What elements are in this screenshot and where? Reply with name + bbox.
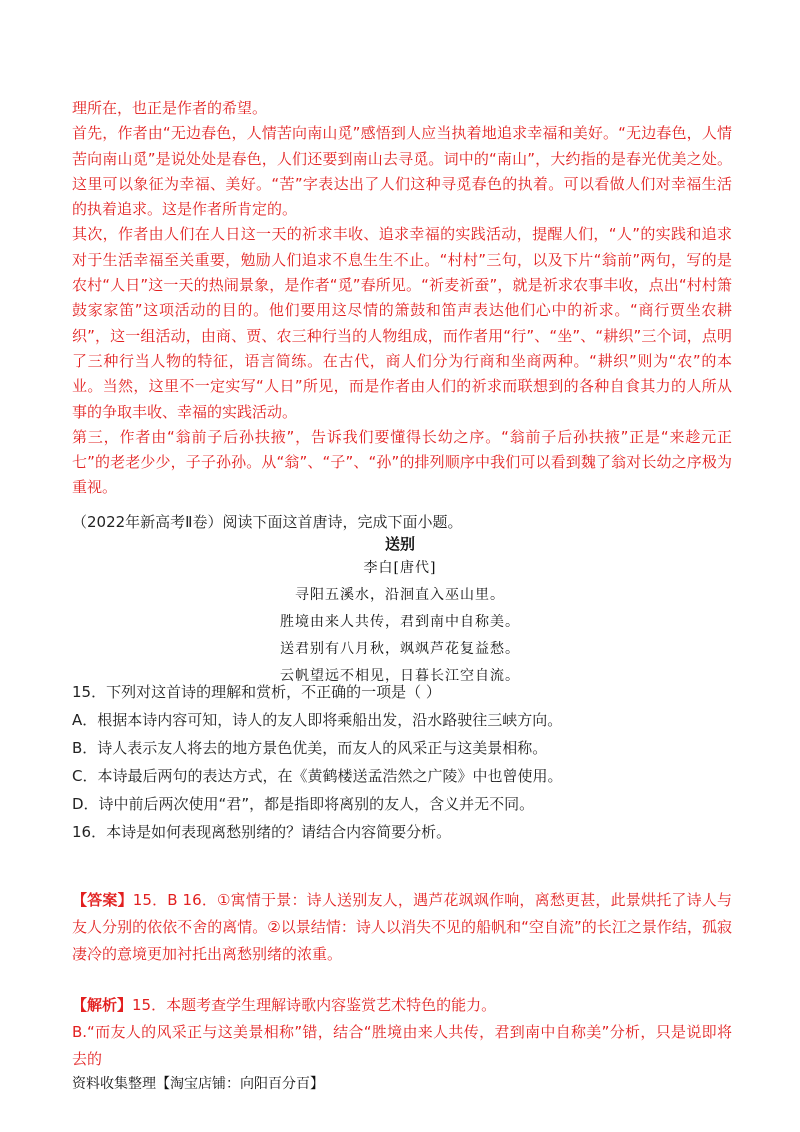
questions-section bbox=[72, 678, 732, 846]
poem-title: 送别 bbox=[384, 535, 415, 553]
poem-line: 送君别有八月秋，飒飒芦花复益愁。 bbox=[280, 641, 520, 657]
poem-line: 云帆望远不相见，日暮长江空自流。 bbox=[280, 668, 520, 684]
option-d: D．诗中前后两次使用“君”，都是指即将离别的友人，含义并无不同。 bbox=[72, 795, 535, 813]
footer-text: 资料收集整理【淘宝店铺：向阳百分百】 bbox=[72, 1076, 324, 1092]
explanation-line2: B.“而友人的风采正与这美景相称”错，结合“胜境由来人共传，君到南中自称美”分析，只是说即将去的 bbox=[72, 1023, 732, 1068]
explanation-label: 【解析】 bbox=[72, 996, 133, 1014]
intro-text: （2022年新高考Ⅱ卷）阅读下面这首唐诗，完成下面小题。 bbox=[72, 513, 463, 531]
option-c: C．本诗最后两句的表达方式，在《黄鹤楼送孟浩然之广陵》中也曾使用。 bbox=[72, 767, 563, 785]
option-a: A．根据本诗内容可知，诗人的友人即将乘船出发，沿水路驶往三峡方向。 bbox=[72, 711, 563, 729]
analysis-paragraph: 理所在，也正是作者的希望。 bbox=[72, 99, 268, 117]
poem-line: 胜境由来人共传，君到南中自称美。 bbox=[280, 614, 520, 630]
analysis-paragraph: 第三，作者由“翁前子后孙扶掖”，告诉我们要懂得长幼之序。“翁前子后孙扶掖”正是“来趁元正七”的老老少少，子子孙孙。从“翁”、“子”、“孙”的排列顺序中我们可以看到魏了翁对长幼之序极为重视。 bbox=[72, 427, 732, 497]
question-16: 16．本诗是如何表现离愁别绪的？请结合内容简要分析。 bbox=[72, 823, 452, 841]
analysis-paragraph: 首先，作者由“无边春色，人情苦向南山觅”感悟到人应当执着地追求幸福和美好。“无边春色，人情苦向南山觅”是说处处是春色，人们还要到南山去寻觅。词中的“南山”，大约指的是春光优美之处。这里可以象征为幸福、美好。“苦”字表达出了人们这种寻觅春色的执着。可以看做人们对幸福生活的执着追求。这是作者所肯定的。 bbox=[72, 124, 732, 219]
poem bbox=[0, 533, 800, 690]
question-15: 15．下列对这首诗的理解和赏析，不正确的一项是（ ） bbox=[72, 683, 441, 701]
answer-text bbox=[72, 887, 732, 968]
answer-body: 15．B 16．①寓情于景：诗人送别友人，遇芦花飒飒作响，离愁更甚，此景烘托了诗人与友人分别的依依不舍的离情。②以景结情：诗人以消失不见的船帆和“空自流”的长江之景作结，孤寂凄冷的意境更加衬托出离愁别绪的浓重。 bbox=[72, 891, 732, 963]
analysis-paragraph: 其次，作者由人们在人日这一天的祈求丰收、追求幸福的实践活动，提醒人们，“人”的实践和追求对于生活幸福至关重要，勉励人们追求不息生生不止。“村村”三句，以及下片“翁前”两句，写的是农村“人日”这一天的热闹景象，是作者“觅”春所见。“祈麦祈蚕”，就是祈求农事丰收，点出“村村箫鼓家家笛”这项活动的目的。他们要用这尽情的箫鼓和笛声表达他们心中的祈求。“商行贾坐农耕织”，这一组活动，由商、贾、农三种行当的人物组成，而作者用“行”、“坐”、“耕织”三个词，点明了三种行当人物的特征，语言简练。在古代，商人们分为行商和坐商两种。“耕织”则为“农”的本业。当然，这里不一定实写“人日”所见，而是作者由人们的祈求而联想到的各种自食其力的人所从事的争取丰收、幸福的实践活动。 bbox=[72, 225, 732, 421]
answer-section bbox=[72, 887, 732, 968]
poem-author: 李白[唐代] bbox=[363, 560, 437, 576]
option-b: B．诗人表示友人将去的地方景色优美，而友人的风采正与这美景相称。 bbox=[72, 739, 548, 757]
answer-label: 【答案】 bbox=[72, 891, 133, 909]
poem-line: 寻阳五溪水，沿洄直入巫山里。 bbox=[295, 587, 505, 603]
explanation-section bbox=[72, 992, 732, 1073]
question-intro bbox=[72, 510, 732, 535]
explanation-line1: 15．本题考查学生理解诗歌内容鉴赏艺术特色的能力。 bbox=[132, 996, 497, 1014]
analysis-section bbox=[72, 96, 732, 501]
explanation-line bbox=[72, 992, 732, 1019]
